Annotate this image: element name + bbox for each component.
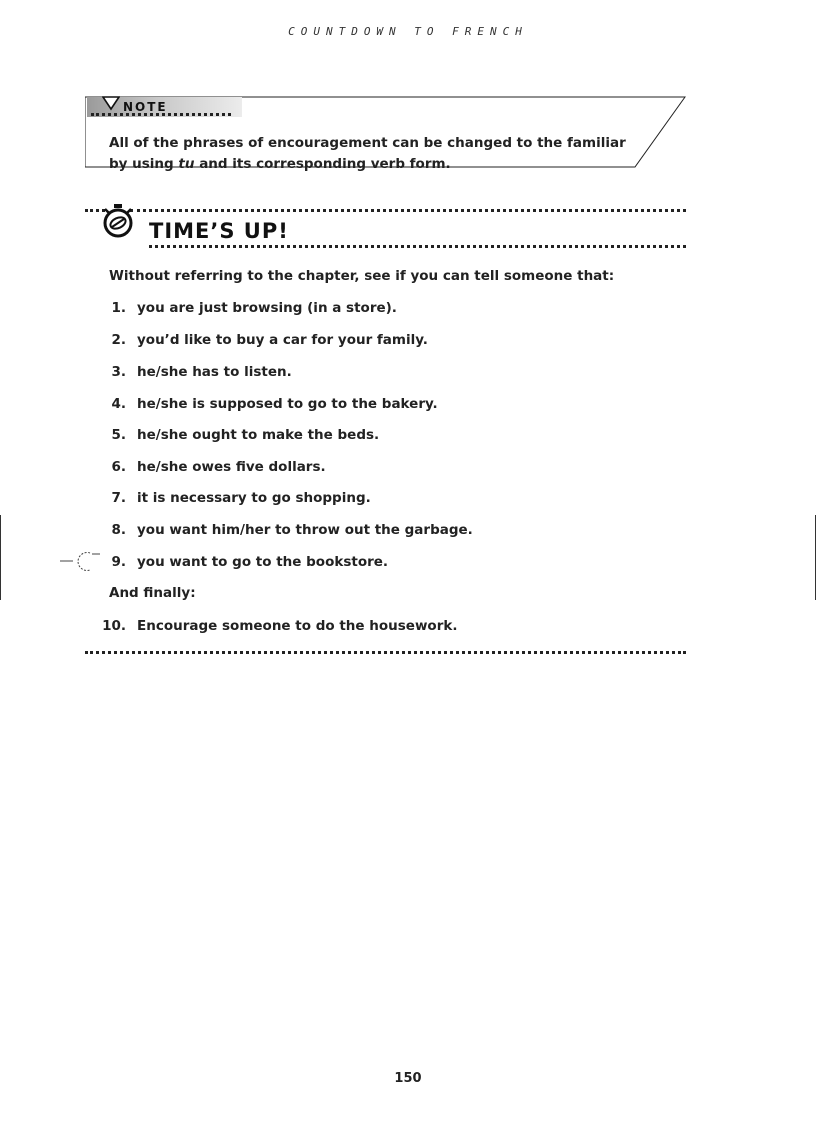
list-item	[90, 364, 292, 380]
list-item	[90, 332, 428, 348]
stopwatch-icon	[100, 204, 136, 238]
note-label: NOTE	[123, 100, 168, 114]
section-title: TIME’S UP!	[149, 219, 289, 243]
list-item	[90, 459, 326, 475]
item-number: 4.	[111, 396, 126, 412]
scan-edge-mark-left	[0, 515, 1, 600]
item-text: he/she ought to make the beds.	[137, 427, 380, 443]
note-box	[85, 95, 690, 175]
finally-label: And finally:	[109, 585, 196, 601]
item-text: he/she is supposed to go to the bakery.	[137, 396, 438, 412]
note-dotted-rule	[91, 113, 231, 116]
section-bottom-rule	[85, 651, 686, 654]
section-intro: Without referring to the chapter, see if you can tell someone that:	[109, 268, 615, 284]
item-number: 6.	[111, 459, 126, 475]
note-text	[109, 133, 629, 175]
item-text: you’d like to buy a car for your family.	[137, 332, 428, 348]
list-item	[90, 427, 379, 443]
list-item	[90, 554, 388, 570]
item-text: you want to go to the bookstore.	[137, 554, 389, 570]
section-top-rule	[130, 209, 686, 212]
item-text: it is necessary to go shopping.	[137, 490, 371, 506]
item-number: 1.	[111, 300, 126, 316]
item-number: 5.	[111, 427, 126, 443]
margin-marker-icon	[60, 550, 100, 574]
item-number: 2.	[111, 332, 126, 348]
item-number: 8.	[111, 522, 126, 538]
note-text-line1: All of the phrases of encouragement can be changed to the familiar	[109, 135, 626, 151]
section-title-rule	[149, 245, 686, 248]
item-text: Encourage someone to do the housework.	[137, 618, 458, 634]
page-number: 150	[394, 1071, 422, 1086]
item-number: 10.	[102, 618, 126, 634]
item-number: 7.	[111, 490, 126, 506]
list-item	[90, 396, 438, 412]
item-text: he/she has to listen.	[137, 364, 292, 380]
note-text-emphasis: tu	[178, 156, 195, 172]
list-item	[90, 490, 371, 506]
triangle-down-icon	[102, 95, 120, 111]
running-head: COUNTDOWN TO FRENCH	[288, 25, 528, 38]
list-item	[90, 300, 397, 316]
list-item	[90, 522, 473, 538]
note-text-line2-after: and its corresponding verb form.	[194, 156, 451, 172]
note-text-line2-before: by using	[109, 156, 179, 172]
item-text: you want him/her to throw out the garbage.	[137, 522, 473, 538]
item-text: you are just browsing (in a store).	[137, 300, 397, 316]
item-text: he/she owes five dollars.	[137, 459, 326, 475]
item-number: 9.	[111, 554, 126, 570]
final-list-item	[90, 618, 457, 634]
item-number: 3.	[111, 364, 126, 380]
